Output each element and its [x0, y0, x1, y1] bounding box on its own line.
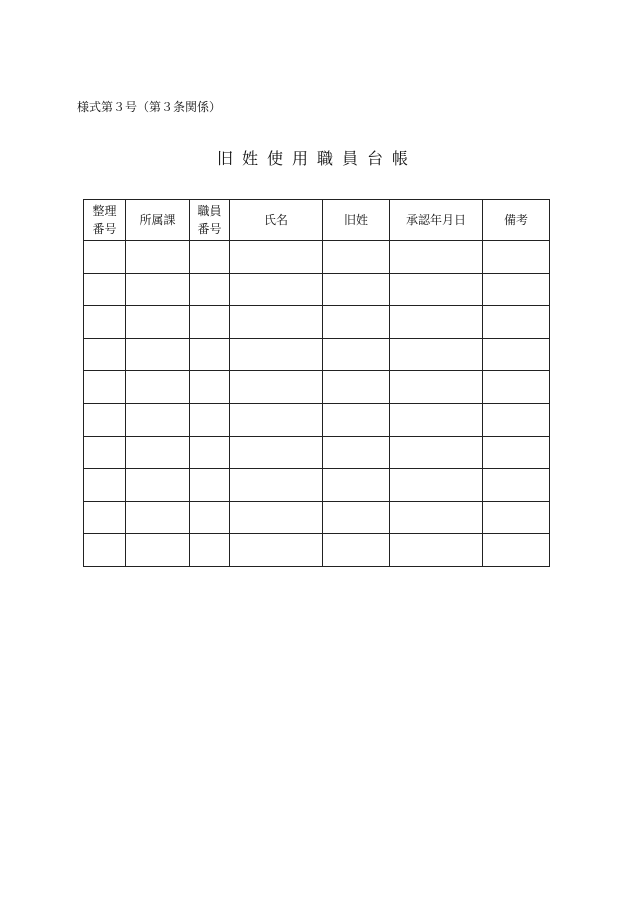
header-kyusei — [323, 200, 390, 241]
table-cell — [126, 469, 190, 502]
table-cell — [390, 501, 483, 534]
table-cell — [323, 338, 390, 371]
table-row — [84, 338, 550, 371]
table-cell — [84, 338, 126, 371]
table-row — [84, 273, 550, 306]
column-header-label: 所属課 — [139, 213, 176, 227]
table-row — [84, 534, 550, 567]
table-row — [84, 469, 550, 502]
table-cell — [190, 273, 230, 306]
table-cell — [84, 371, 126, 404]
table-cell — [190, 403, 230, 436]
table-cell — [126, 241, 190, 274]
table-cell — [323, 469, 390, 502]
table-cell — [84, 501, 126, 534]
table-cell — [323, 436, 390, 469]
table-cell — [84, 403, 126, 436]
table-cell — [190, 371, 230, 404]
table-cell — [190, 436, 230, 469]
table-cell — [190, 501, 230, 534]
table-cell — [323, 371, 390, 404]
table-cell — [323, 306, 390, 339]
table-cell — [483, 371, 550, 404]
table-row — [84, 436, 550, 469]
document-title: 旧姓使用職員台帳 — [216, 149, 417, 168]
column-header-label: 職員 — [197, 204, 222, 218]
table-cell — [390, 241, 483, 274]
table-cell — [483, 534, 550, 567]
table-cell — [390, 306, 483, 339]
table-cell — [483, 273, 550, 306]
table-cell — [483, 306, 550, 339]
column-header-label: 承認年月日 — [405, 213, 466, 227]
header-biko — [483, 200, 550, 241]
table-cell — [323, 403, 390, 436]
column-header-label: 番号 — [92, 222, 117, 236]
header-shonin-nengappi — [390, 200, 483, 241]
header-seiri-bango — [84, 200, 126, 241]
table-cell — [126, 306, 190, 339]
table-cell — [390, 371, 483, 404]
table-cell — [126, 338, 190, 371]
table-cell — [323, 534, 390, 567]
table-cell — [483, 436, 550, 469]
header-row — [84, 200, 550, 241]
table-header — [84, 200, 550, 241]
maiden-name-staff-ledger-table — [83, 199, 550, 567]
table-cell — [230, 436, 323, 469]
table-cell — [190, 241, 230, 274]
table-cell — [126, 534, 190, 567]
table-cell — [483, 338, 550, 371]
column-header-label: 旧姓 — [343, 213, 368, 227]
table-cell — [230, 241, 323, 274]
table-cell — [84, 306, 126, 339]
table-cell — [230, 338, 323, 371]
table-row — [84, 306, 550, 339]
table-cell — [483, 241, 550, 274]
table-cell — [483, 403, 550, 436]
table-cell — [126, 273, 190, 306]
table-cell — [483, 469, 550, 502]
form-number: 様式第３号（第３条関係） — [77, 100, 222, 114]
header-shokuin-bango — [190, 200, 230, 241]
column-header-label: 番号 — [197, 222, 222, 236]
table-body — [84, 241, 550, 567]
table-row — [84, 501, 550, 534]
table-cell — [390, 436, 483, 469]
table-cell — [84, 436, 126, 469]
column-header-label: 整理 — [92, 204, 117, 218]
table-cell — [126, 436, 190, 469]
header-shozoku-ka — [126, 200, 190, 241]
table-cell — [230, 403, 323, 436]
table-cell — [390, 273, 483, 306]
table-cell — [483, 501, 550, 534]
table-cell — [323, 273, 390, 306]
table-row — [84, 241, 550, 274]
table-row — [84, 371, 550, 404]
table-cell — [230, 273, 323, 306]
table-cell — [323, 241, 390, 274]
table-cell — [84, 273, 126, 306]
table-cell — [390, 338, 483, 371]
header-shimei — [230, 200, 323, 241]
table-cell — [126, 371, 190, 404]
table-cell — [230, 306, 323, 339]
table-cell — [323, 501, 390, 534]
table-cell — [390, 534, 483, 567]
table-cell — [390, 403, 483, 436]
table-cell — [190, 534, 230, 567]
table-row — [84, 403, 550, 436]
table-cell — [230, 371, 323, 404]
table-cell — [230, 501, 323, 534]
table-cell — [190, 338, 230, 371]
column-header-label: 氏名 — [263, 213, 288, 227]
table-cell — [126, 403, 190, 436]
column-header-label: 備考 — [503, 213, 528, 227]
table-cell — [390, 469, 483, 502]
table-cell — [230, 534, 323, 567]
table-cell — [230, 469, 323, 502]
table-cell — [84, 469, 126, 502]
table-cell — [190, 469, 230, 502]
table-cell — [126, 501, 190, 534]
table-cell — [190, 306, 230, 339]
table-cell — [84, 534, 126, 567]
table-cell — [84, 241, 126, 274]
